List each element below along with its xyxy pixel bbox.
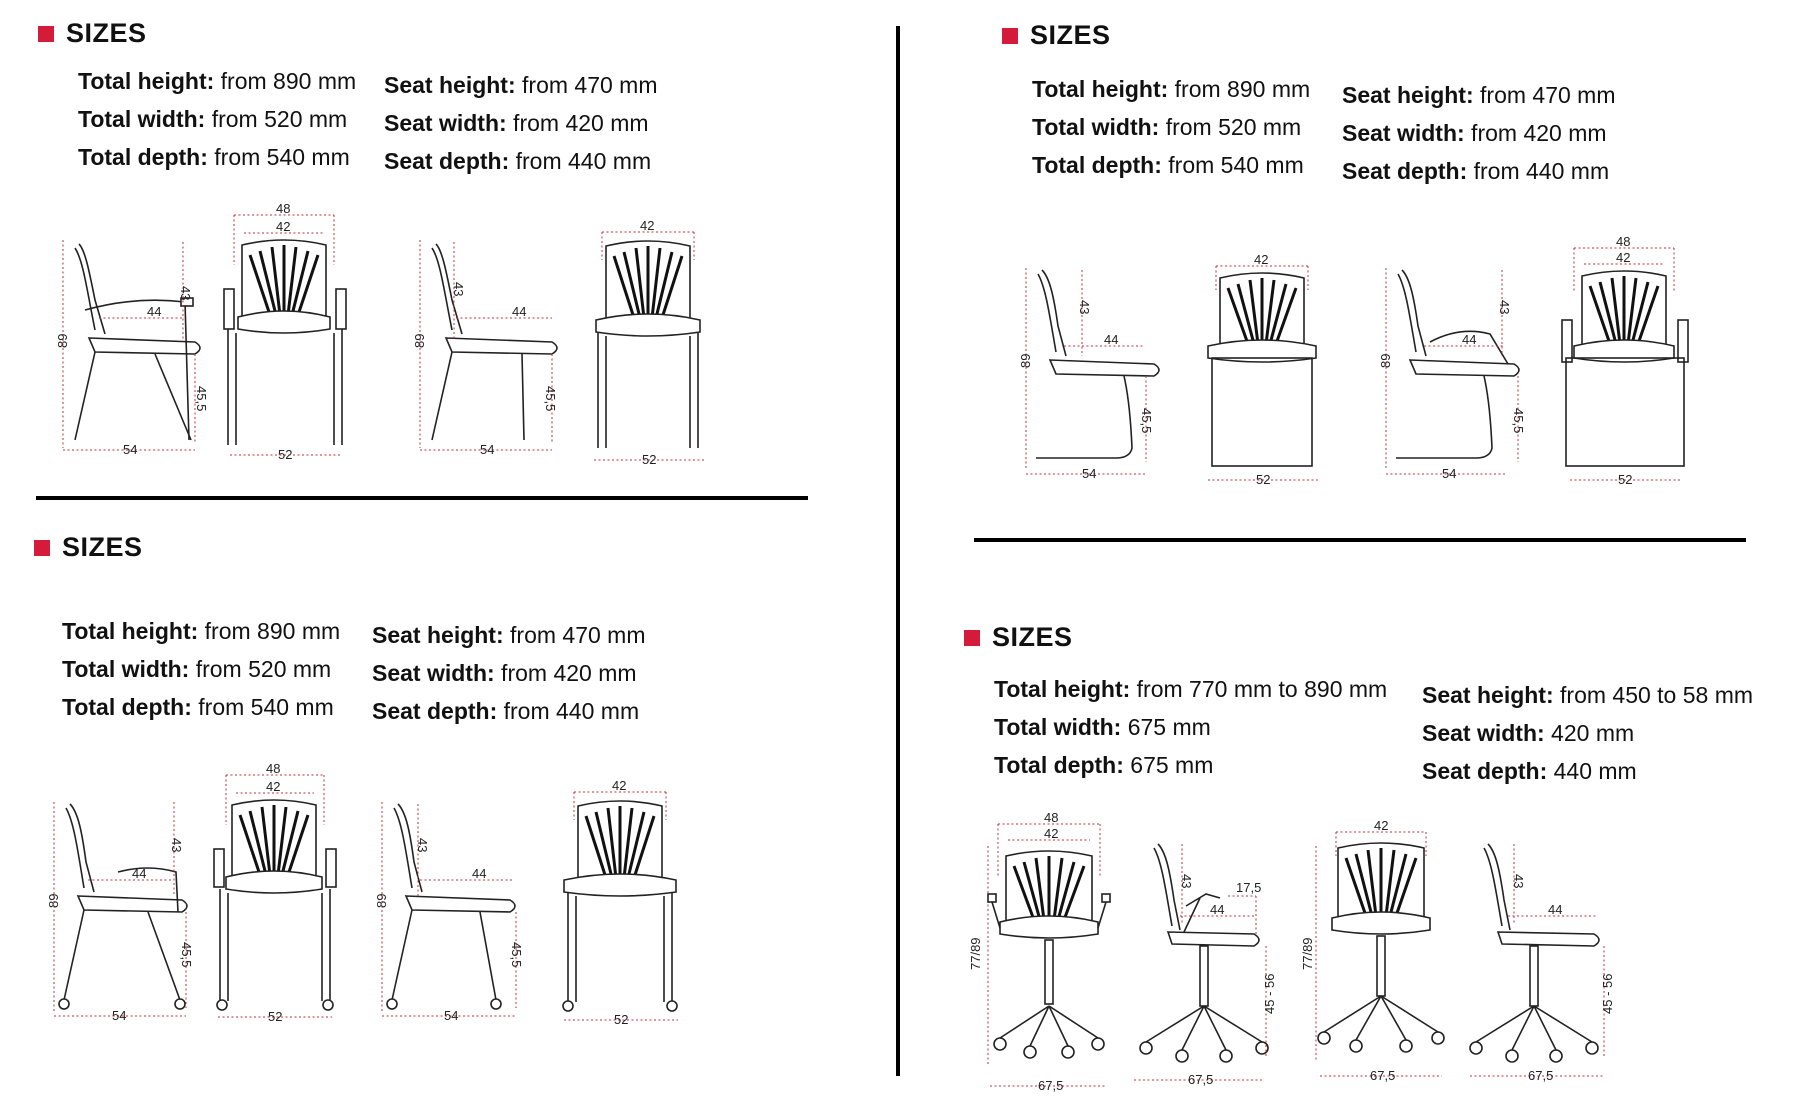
divider-right — [974, 538, 1746, 542]
spec-seat-width: Seat width: from 420 mm — [384, 110, 649, 136]
spec-total-width: Total width: from 520 mm — [62, 656, 332, 682]
dim-seat-height: 45,5 — [543, 386, 558, 412]
heading-text: SIZES — [1030, 20, 1111, 50]
dim-outer-width: 48 — [276, 201, 291, 216]
dim-width: 52 — [268, 1009, 283, 1024]
chair-side-view-armchair — [48, 792, 198, 1032]
chair-side-view-chair — [376, 792, 536, 1032]
specs-seat — [384, 66, 658, 180]
dim-depth: 54 — [1082, 466, 1097, 481]
heading-marker-icon — [964, 630, 980, 646]
dim-back: 43 — [169, 838, 184, 853]
dim-seat-depth: 44 — [1462, 332, 1477, 347]
chair-front-view-cantilever — [1198, 250, 1328, 494]
dim-depth: 54 — [480, 442, 495, 457]
chair-side-view-cantilever-arms — [1380, 262, 1530, 492]
spec-total-depth: Total depth: from 540 mm — [1032, 152, 1304, 178]
dim-inner-width: 42 — [1374, 818, 1389, 833]
dim-seat-depth: 44 — [147, 304, 162, 319]
chair-front-view-armchair — [220, 201, 350, 465]
dim-seat-depth: 44 — [132, 866, 147, 881]
heading-text: SIZES — [66, 18, 147, 48]
dim-back: 43 — [1511, 874, 1526, 889]
chair-side-view-swivel — [1464, 836, 1614, 1086]
divider-vertical — [896, 26, 900, 1076]
spec-seat-depth: Seat depth: from 440 mm — [372, 698, 640, 724]
dim-inner-width: 42 — [1616, 250, 1631, 265]
spec-total-height: Total height: from 770 mm to 890 mm — [994, 676, 1388, 702]
dim-seat-height: 45,5 — [1139, 408, 1154, 434]
dim-back: 43 — [1077, 300, 1092, 315]
dim-back: 43 — [1179, 874, 1194, 889]
heading-marker-icon — [38, 26, 54, 42]
spec-seat-depth: Seat depth: from 440 mm — [384, 148, 652, 174]
chair-front-view-armchair — [210, 761, 340, 1027]
chair-side-view-armchair — [55, 230, 215, 470]
specs-total — [78, 62, 356, 176]
dim-height: 77/89 — [1300, 937, 1315, 970]
spec-total-height: Total height: from 890 mm — [1032, 76, 1311, 102]
spec-total-height: Total height: from 890 mm — [78, 68, 357, 94]
section-heading — [1002, 20, 1111, 51]
heading-marker-icon — [34, 540, 50, 556]
sizes-panel-four-leg-armchair — [0, 0, 880, 490]
spec-total-width: Total width: 675 mm — [994, 714, 1211, 740]
section-heading — [34, 532, 143, 563]
dim-height: 89 — [374, 893, 389, 908]
dim-seat-height: 45 - 56 — [1600, 973, 1615, 1014]
dim-armrest-height: 17,5 — [1236, 880, 1262, 895]
dim-depth: 67,5 — [1188, 1072, 1214, 1087]
dim-depth: 54 — [1442, 466, 1457, 481]
sizes-panel-cantilever — [910, 0, 1790, 530]
specs-total — [62, 612, 340, 726]
dim-inner-width: 42 — [276, 219, 291, 234]
dim-depth: 67,5 — [1528, 1068, 1554, 1083]
dim-width: 52 — [642, 452, 657, 467]
dim-seat-depth: 44 — [1548, 902, 1563, 917]
dim-depth: 54 — [112, 1008, 127, 1023]
dim-width: 67,5 — [1038, 1078, 1064, 1093]
dim-seat-depth: 44 — [1210, 902, 1225, 917]
spec-seat-depth: Seat depth: 440 mm — [1422, 758, 1637, 784]
dim-depth: 54 — [444, 1008, 459, 1023]
spec-total-height: Total height: from 890 mm — [62, 618, 341, 644]
dim-height: 89 — [46, 893, 61, 908]
dim-seat-height: 45 - 56 — [1262, 973, 1277, 1014]
dim-outer-width: 48 — [1616, 234, 1631, 249]
dim-seat-height: 45,5 — [179, 942, 194, 968]
spec-total-depth: Total depth: from 540 mm — [62, 694, 334, 720]
spec-total-width: Total width: from 520 mm — [78, 106, 348, 132]
chair-side-view-swivel-arms — [1124, 836, 1277, 1096]
specs-total — [1032, 70, 1310, 184]
chair-front-view-swivel — [1300, 818, 1456, 1086]
dim-height: 89 — [1378, 353, 1393, 368]
dim-seat-height: 45,5 — [1511, 408, 1526, 434]
dim-seat-depth: 44 — [512, 304, 527, 319]
sizes-panel-castor-chair — [0, 500, 880, 1100]
dim-seat-depth: 44 — [1104, 332, 1119, 347]
dim-back: 43 — [451, 282, 466, 297]
chair-side-view-cantilever — [1020, 262, 1170, 492]
dim-width: 67,5 — [1370, 1068, 1396, 1083]
sizes-panel-swivel-chair — [910, 546, 1790, 1106]
dim-height: 77/89 — [968, 937, 983, 970]
section-heading — [964, 622, 1073, 653]
dim-inner-width: 42 — [640, 218, 655, 233]
spec-seat-depth: Seat depth: from 440 mm — [1342, 158, 1610, 184]
chair-front-view-cantilever-arms — [1560, 236, 1690, 494]
spec-seat-height: Seat height: from 450 to 58 mm — [1422, 682, 1754, 708]
dim-depth: 54 — [123, 442, 138, 457]
specs-total — [994, 670, 1387, 784]
spec-total-depth: Total depth: 675 mm — [994, 752, 1214, 778]
dim-outer-width: 48 — [1044, 810, 1059, 825]
dim-height: 89 — [412, 333, 427, 348]
dim-inner-width: 42 — [1254, 252, 1269, 267]
spec-total-width: Total width: from 520 mm — [1032, 114, 1302, 140]
dim-width: 52 — [1256, 472, 1271, 487]
dim-width: 52 — [278, 447, 293, 462]
specs-seat — [1342, 76, 1616, 190]
spec-seat-width: Seat width: 420 mm — [1422, 720, 1635, 746]
chair-front-view-chair — [584, 220, 714, 470]
spec-seat-height: Seat height: from 470 mm — [372, 622, 646, 648]
dim-inner-width: 42 — [266, 779, 281, 794]
specs-seat — [372, 616, 646, 730]
dim-back: 43 — [1497, 300, 1512, 315]
dim-height: 89 — [55, 333, 70, 348]
chair-front-view-chair — [556, 780, 686, 1030]
dim-outer-width: 48 — [266, 761, 281, 776]
spec-total-depth: Total depth: from 540 mm — [78, 144, 350, 170]
spec-seat-width: Seat width: from 420 mm — [372, 660, 637, 686]
dim-width: 52 — [614, 1012, 629, 1027]
chair-side-view-chair — [412, 230, 572, 470]
dim-back: 43 — [415, 838, 430, 853]
section-heading — [38, 18, 147, 49]
dim-inner-width: 42 — [1044, 826, 1059, 841]
specs-seat — [1422, 676, 1753, 790]
dim-back: 43 — [178, 286, 193, 301]
dim-width: 52 — [1618, 472, 1633, 487]
dim-inner-width: 42 — [612, 778, 627, 793]
dim-seat-height: 45,5 — [194, 386, 209, 412]
heading-marker-icon — [1002, 28, 1018, 44]
dim-height: 89 — [1018, 353, 1033, 368]
chair-front-view-swivel-arms — [968, 810, 1120, 1096]
spec-seat-height: Seat height: from 470 mm — [1342, 82, 1616, 108]
heading-text: SIZES — [992, 622, 1073, 652]
spec-seat-height: Seat height: from 470 mm — [384, 72, 658, 98]
dim-seat-depth: 44 — [472, 866, 487, 881]
heading-text: SIZES — [62, 532, 143, 562]
spec-seat-width: Seat width: from 420 mm — [1342, 120, 1607, 146]
dim-seat-height: 45,5 — [509, 942, 524, 968]
